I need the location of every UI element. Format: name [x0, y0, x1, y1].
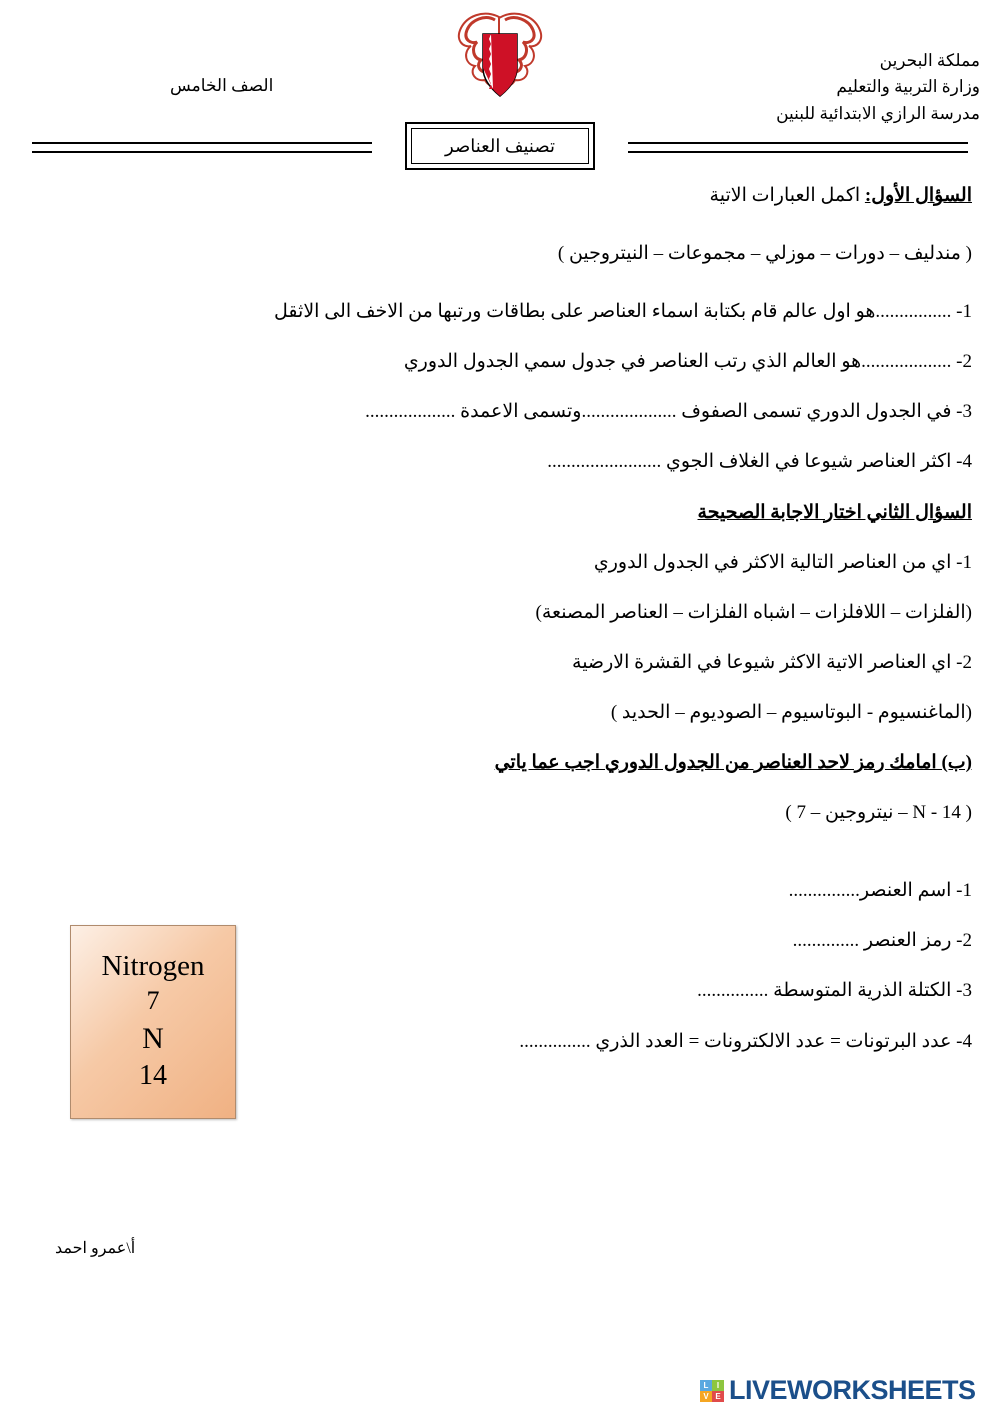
element-name: Nitrogen [101, 950, 205, 983]
element-atomic-number: 7 [146, 986, 160, 1016]
question1-item-2: 2- ...................هو العالم الذي رتب العناصر في جدول سمي الجدول الدوري [403, 351, 972, 373]
question1-heading [28, 178, 972, 214]
liveworksheets-watermark [700, 1375, 976, 1406]
element-symbol: N [142, 1021, 164, 1055]
question1-word-bank: ( مندليف – دورات – موزلي – مجموعات – النيتروجين ) [557, 243, 972, 265]
section-b-heading: (ب) امامك رمز لاحد العناصر من الجدول الدوري اجب عما ياتي [494, 752, 972, 774]
question2-item-1-stem: 1- اي من العناصر التالية الاكثر في الجدول الدوري [593, 551, 972, 573]
school-line-country: مملكة البحرين [879, 51, 980, 70]
section-b-item-2: 2- رمز العنصر .............. [792, 930, 972, 952]
question1-item-4: 4- اكثر العناصر شيوعا في الغلاف الجوي ........................ [547, 451, 972, 473]
question2-item-1-choices: (الفلزات – اللافلزات – اشباه الفلزات – العناصر المصنعة) [535, 601, 972, 623]
school-line-name: مدرسة الرازي الابتدائية للبنين [776, 103, 980, 123]
badge-letter-v: V [700, 1391, 712, 1402]
question2-heading: السؤال الثاني اختار الاجابة الصحيحة [697, 501, 972, 523]
header-rule-left [32, 142, 372, 153]
page-title: تصنيف العناصر [411, 128, 589, 164]
question1-heading-rest: اكمل العبارات الاتية [709, 185, 865, 206]
section-b-symbol-line: ( 14 - N – نيتروجين – 7 ) [785, 802, 972, 824]
section-b-item-1: 1- اسم العنصر............... [788, 880, 972, 902]
element-atomic-mass: 14 [139, 1059, 167, 1091]
badge-letter-e: E [712, 1391, 724, 1402]
bahrain-coat-of-arms-icon [445, 8, 555, 103]
badge-letter-i: I [712, 1380, 724, 1391]
school-identity [680, 48, 1000, 127]
question2-item-2-stem: 2- اي العناصر الاتية الاكثر شيوعا في القشرة الارضية [572, 651, 972, 673]
liveworksheets-wordmark: LIVEWORKSHEETS [729, 1375, 976, 1405]
question2-item-2-choices: (الماغنسيوم - البوتاسيوم – الصوديوم – الحديد ) [610, 701, 972, 723]
question1-item-3: 3- في الجدول الدوري تسمى الصفوف ....................وتسمى الاعمدة ................... [365, 401, 972, 423]
teacher-signature: أ\عمرو احمد [55, 1240, 136, 1257]
page-header [0, 0, 1000, 180]
header-rule-right [628, 142, 968, 153]
school-line-ministry: وزارة التربية والتعليم [836, 77, 980, 97]
section-b-item-3: 3- الكتلة الذرية المتوسطة ............... [697, 980, 972, 1002]
worksheet-title-box [405, 122, 595, 170]
section-b-item-4: 4- عدد البرتونات = عدد الالكترونات = العدد الذري ............... [519, 1030, 972, 1052]
grade-label: الصف الخامس [170, 76, 274, 95]
question1-item-1: 1- ................هو اول عالم قام بكتابة اسماء العناصر على بطاقات ورتبها من الاخف الى الاثقل [274, 301, 972, 323]
liveworksheets-badge-icon [700, 1380, 724, 1402]
badge-letter-l: L [700, 1380, 712, 1391]
question1-heading-label: السؤال الأول: [864, 185, 972, 206]
element-tile-nitrogen [70, 925, 236, 1119]
